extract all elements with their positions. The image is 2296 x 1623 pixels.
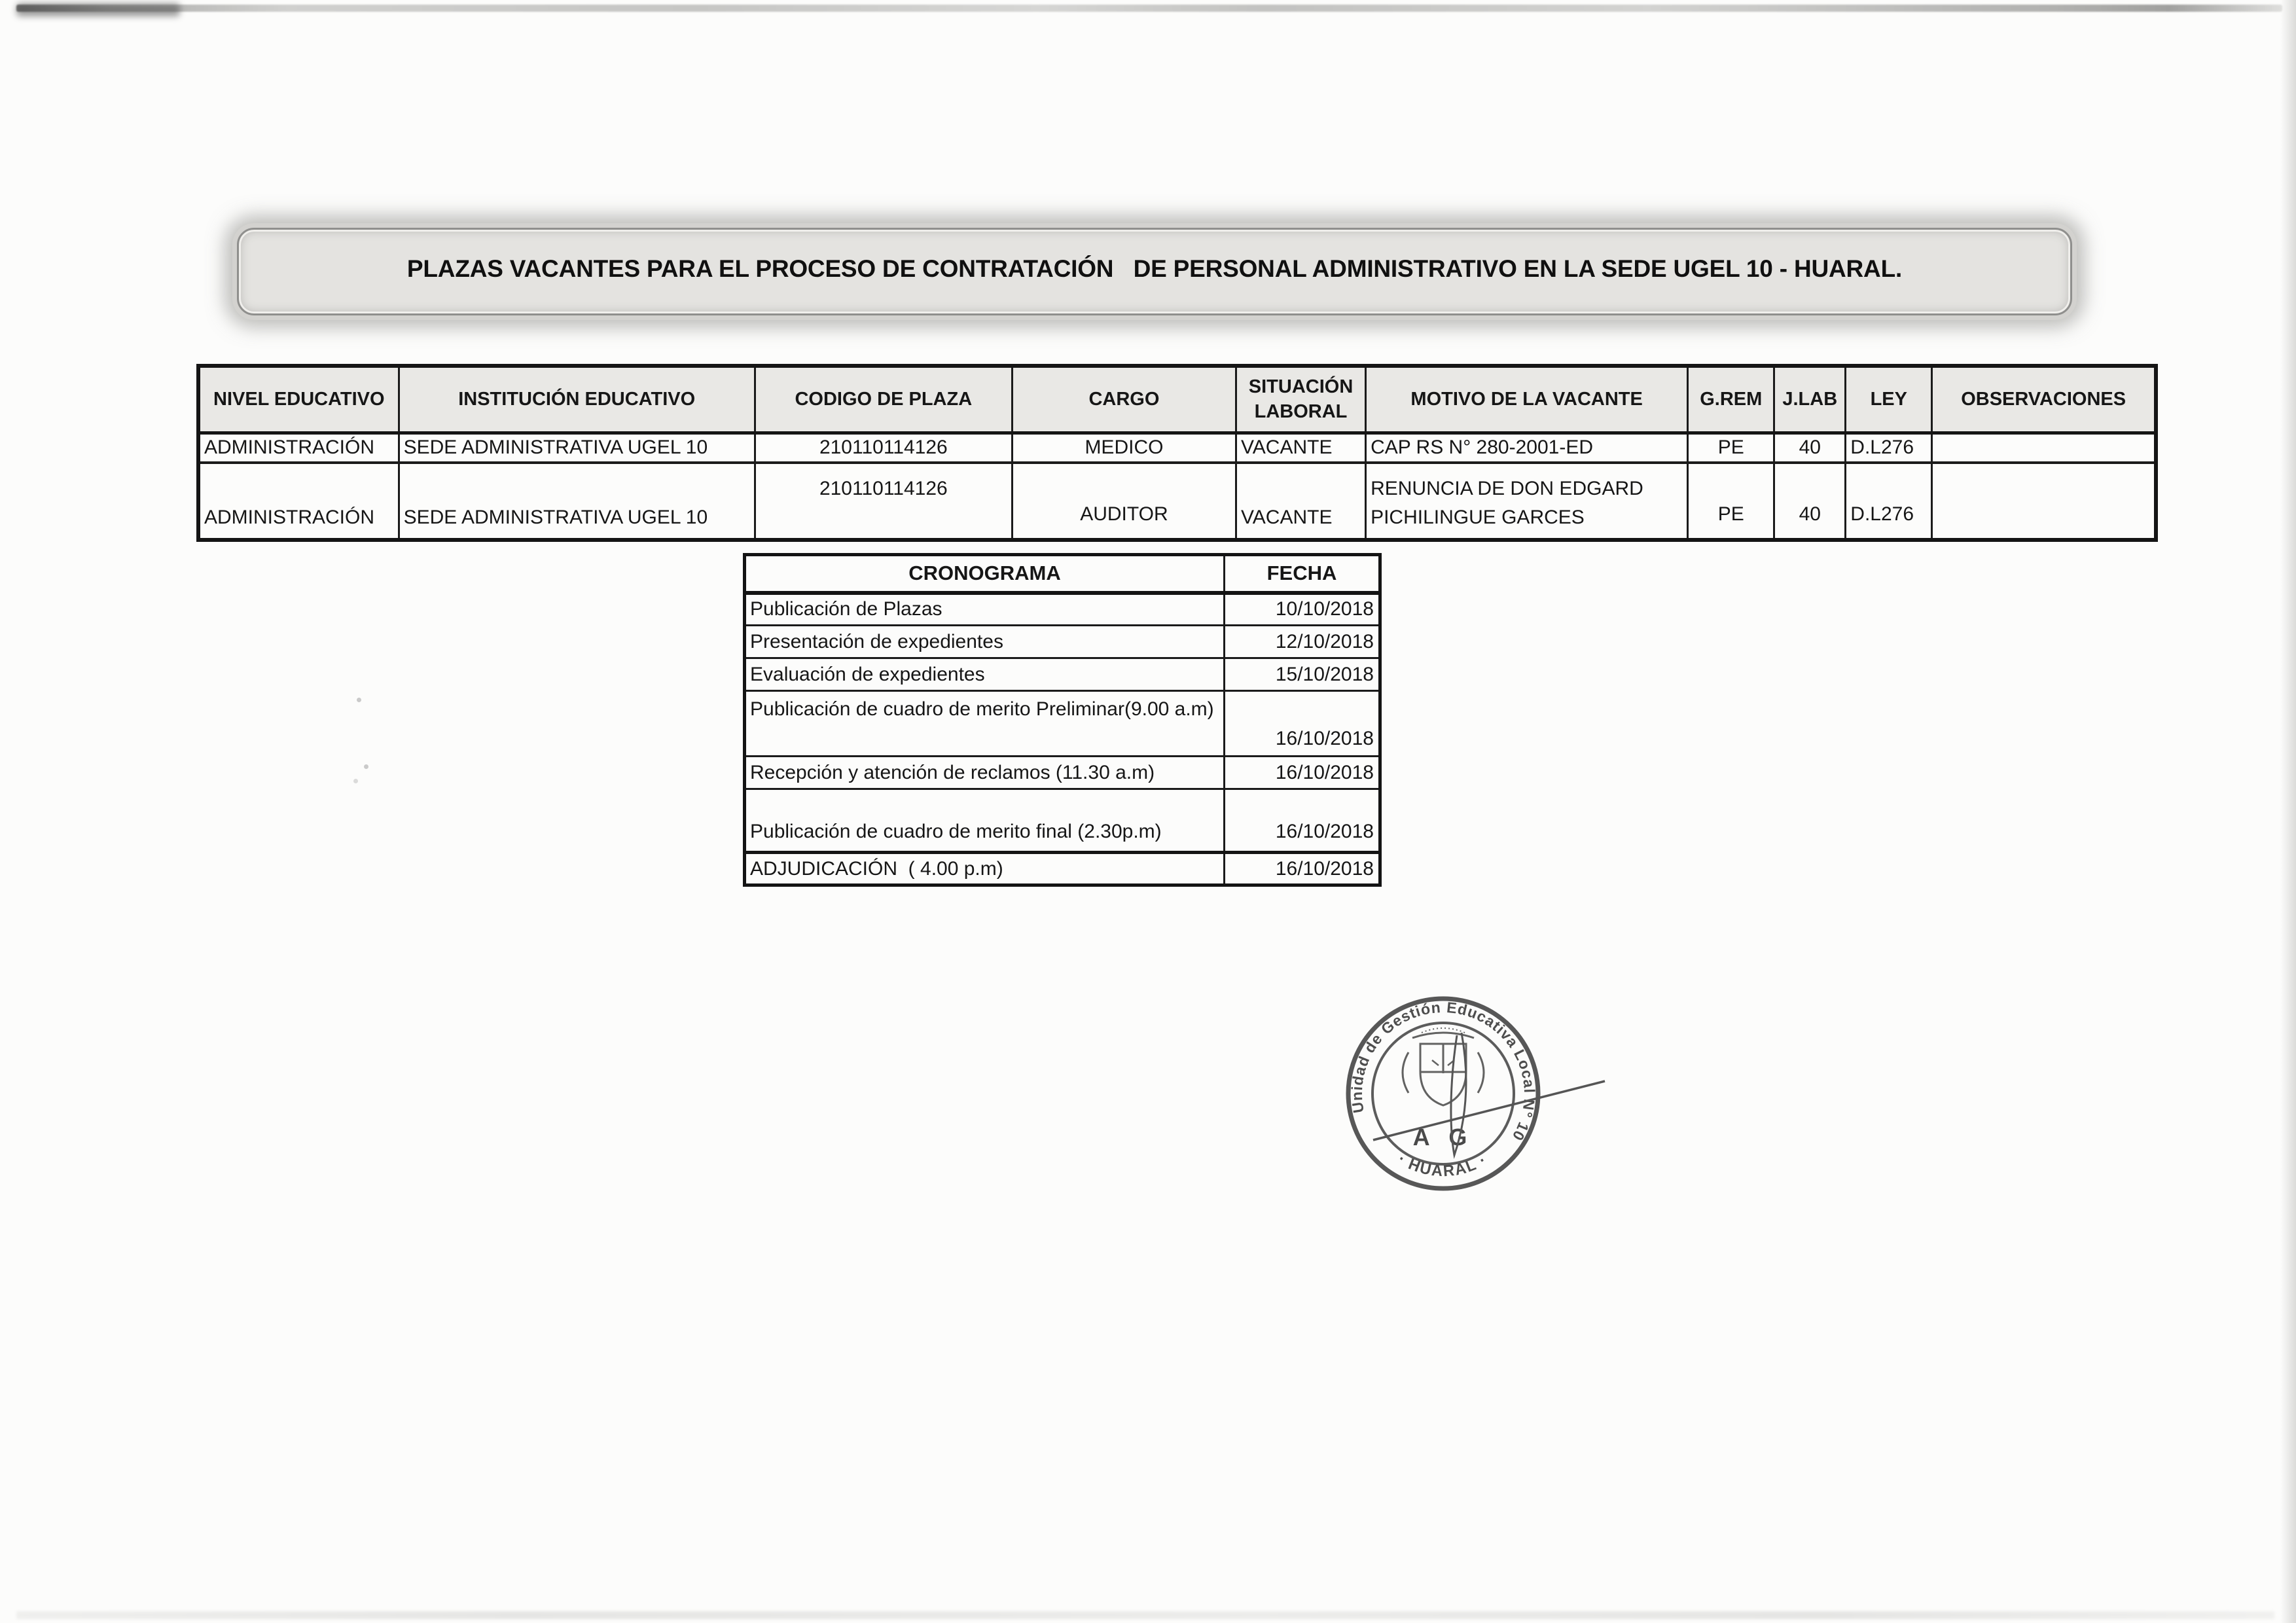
scan-artifact-right-edge [2280, 0, 2296, 1623]
stamp-center-letters: A G [1412, 1124, 1474, 1150]
cell-date: 10/10/2018 [1225, 593, 1380, 626]
signature-stroke [1373, 1033, 1605, 1155]
cell-jlab: 40 [1774, 433, 1846, 463]
stamp-ring-text-bottom: · HUARAL · [1395, 1150, 1491, 1181]
cell-motivo: RENUNCIA DE DON EDGARD PICHILINGUE GARCES [1366, 463, 1688, 540]
col-header-institucion: INSTITUCIÓN EDUCATIVO [399, 366, 755, 433]
table-row [198, 433, 2156, 463]
scan-speck [353, 779, 358, 783]
scan-speck [357, 698, 361, 702]
col-header-observaciones: OBSERVACIONES [1932, 366, 2156, 433]
cell-date: 12/10/2018 [1225, 626, 1380, 658]
scan-speck [364, 764, 368, 769]
schedule-row [745, 626, 1380, 658]
col-header-jlab: J.LAB [1774, 366, 1846, 433]
table-row [198, 463, 2156, 540]
scan-artifact-top-left-blob [16, 3, 180, 16]
cell-date: 16/10/2018 [1225, 853, 1380, 885]
scan-artifact-bottom-edge [16, 1611, 2274, 1619]
col-header-motivo: MOTIVO DE LA VACANTE [1366, 366, 1688, 433]
cell-grem: PE [1688, 433, 1774, 463]
cell-codigo: 210110114126 [755, 433, 1012, 463]
schedule-row [745, 658, 1380, 691]
vacancies-table [196, 364, 2158, 542]
schedule-row [745, 593, 1380, 626]
cell-activity: Evaluación de expedientes [745, 658, 1225, 691]
cell-observaciones [1932, 433, 2156, 463]
cell-activity: Publicación de Plazas [745, 593, 1225, 626]
stamp-ring-text-top: Unidad de Gestión Educativa Local N° 10 [1348, 998, 1539, 1145]
cell-situacion: VACANTE [1236, 433, 1366, 463]
vacancies-header-row [198, 366, 2156, 433]
cell-codigo: 210110114126 [755, 463, 1012, 540]
schedule-row [745, 691, 1380, 757]
cell-date: 16/10/2018 [1225, 691, 1380, 757]
col-header-grem: G.REM [1688, 366, 1774, 433]
cell-situacion: VACANTE [1236, 463, 1366, 540]
cell-activity: ADJUDICACIÓN ( 4.00 p.m) [745, 853, 1225, 885]
cell-activity: Recepción y atención de reclamos (11.30 a.m) [745, 757, 1225, 789]
cell-motivo: CAP RS N° 280-2001-ED [1366, 433, 1688, 463]
schedule-header-row [745, 555, 1380, 593]
cell-activity: Publicación de cuadro de merito Preliminar(9.00 a.m) [745, 691, 1225, 757]
cell-date: 15/10/2018 [1225, 658, 1380, 691]
col-header-cronograma: CRONOGRAMA [745, 555, 1225, 593]
cell-nivel: ADMINISTRACIÓN [198, 463, 399, 540]
col-header-codigo: CODIGO DE PLAZA [755, 366, 1012, 433]
cell-cargo: MEDICO [1012, 433, 1236, 463]
title-banner [237, 228, 2072, 315]
schedule-row [745, 789, 1380, 853]
cell-date: 16/10/2018 [1225, 789, 1380, 853]
col-header-cargo: CARGO [1012, 366, 1236, 433]
coat-of-arms-icon [1403, 1028, 1484, 1105]
cell-cargo: AUDITOR [1012, 463, 1236, 540]
cell-observaciones [1932, 463, 2156, 540]
cell-activity: Publicación de cuadro de merito final (2.30p.m) [745, 789, 1225, 853]
cell-ley: D.L276 [1846, 433, 1932, 463]
cell-jlab: 40 [1774, 463, 1846, 540]
schedule-row [745, 853, 1380, 885]
cell-ley: D.L276 [1846, 463, 1932, 540]
official-stamp [1335, 982, 1617, 1204]
col-header-fecha: FECHA [1225, 555, 1380, 593]
cell-activity: Presentación de expedientes [745, 626, 1225, 658]
cell-institucion: SEDE ADMINISTRATIVA UGEL 10 [399, 433, 755, 463]
cell-institucion: SEDE ADMINISTRATIVA UGEL 10 [399, 463, 755, 540]
col-header-nivel: NIVEL EDUCATIVO [198, 366, 399, 433]
cell-grem: PE [1688, 463, 1774, 540]
page-title: PLAZAS VACANTES PARA EL PROCESO DE CONTRATACIÓN DE PERSONAL ADMINISTRATIVO EN LA SEDE UGEL 10 - HUARAL. [406, 255, 1903, 282]
cell-date: 16/10/2018 [1225, 757, 1380, 789]
col-header-ley: LEY [1846, 366, 1932, 433]
col-header-situacion: SITUACIÓN LABORAL [1236, 366, 1366, 433]
scan-artifact-top-edge [16, 5, 2282, 12]
cell-nivel: ADMINISTRACIÓN [198, 433, 399, 463]
schedule-row [745, 757, 1380, 789]
schedule-table [743, 553, 1382, 887]
svg-text:· HUARAL · [1395, 1150, 1490, 1181]
